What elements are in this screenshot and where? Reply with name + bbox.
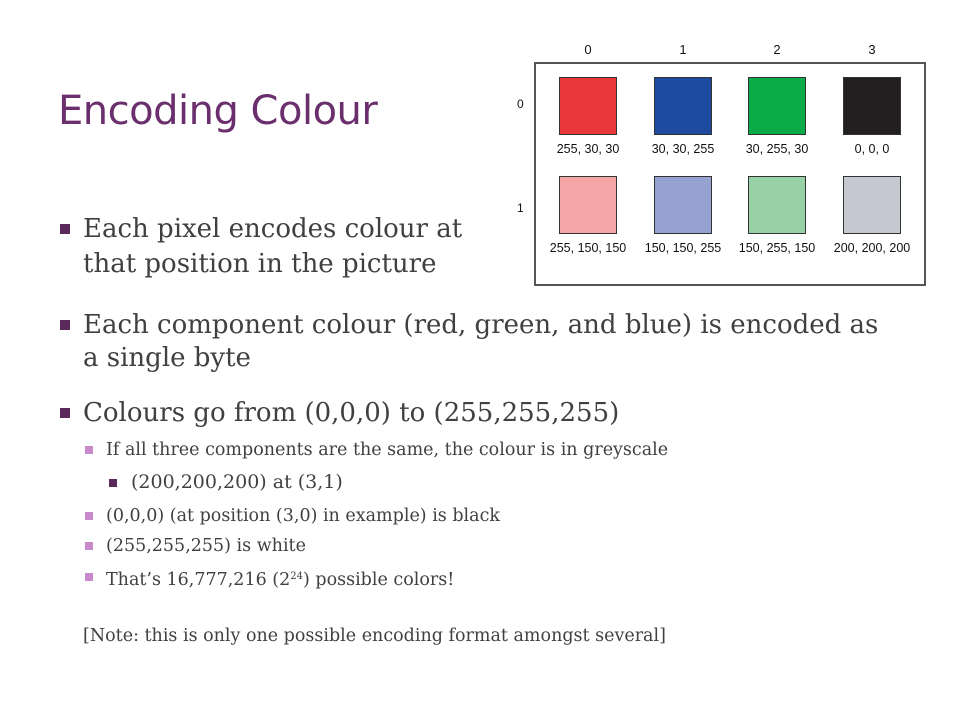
bullet-marker	[60, 320, 70, 330]
swatch-label-3-0: 0, 0, 0	[854, 142, 890, 156]
swatch-label-1-0: 30, 30, 255	[651, 142, 715, 156]
column-label-2: 2	[773, 42, 781, 57]
sub-bullet-text: (255,255,255) is white	[106, 536, 306, 556]
sub-bullet-text: (0,0,0) (at position (3,0) in example) is black	[106, 506, 500, 526]
swatch-0-1	[559, 176, 617, 234]
superscript-exponent: 24	[290, 571, 303, 582]
bullet-text-line1: Each pixel encodes colour at	[83, 214, 463, 244]
swatch-label-0-0: 255, 30, 30	[556, 142, 620, 156]
bullet-text-line1: Each component colour (red, green, and blue) is encoded as	[83, 310, 879, 340]
column-label-3: 3	[868, 42, 876, 57]
sub-sub-bullet-grey-example	[131, 470, 343, 494]
sub-bullet-marker	[85, 512, 93, 520]
sub-bullet-marker	[85, 573, 93, 581]
column-label-1: 1	[679, 42, 687, 57]
swatch-label-1-1: 150, 150, 255	[644, 241, 722, 255]
bullet-marker	[60, 224, 70, 234]
swatch-label-2-1: 150, 255, 150	[738, 241, 816, 255]
bullet-text-line2: that position in the picture	[83, 249, 437, 279]
sub-bullet-white	[106, 534, 306, 558]
swatch-3-1	[843, 176, 901, 234]
sub-bullet-text-after: ) possible colors!	[302, 570, 455, 590]
sub-bullet-possible-colors	[106, 565, 454, 592]
swatch-1-0	[654, 77, 712, 135]
sub-bullet-text: If all three components are the same, the colour is in greyscale	[106, 440, 669, 460]
swatch-label-3-1: 200, 200, 200	[833, 241, 911, 255]
colour-grid-figure	[512, 40, 932, 270]
swatch-label-2-0: 30, 255, 30	[745, 142, 809, 156]
row-label-0: 0	[517, 97, 524, 111]
swatch-3-0	[843, 77, 901, 135]
sub-bullet-greyscale	[106, 438, 668, 462]
sub-sub-bullet-marker	[109, 479, 117, 487]
bullet-text: Colours go from (0,0,0) to (255,255,255)	[83, 398, 620, 428]
sub-bullet-marker	[85, 542, 93, 550]
swatch-1-1	[654, 176, 712, 234]
sub-bullet-text-before: That’s 16,777,216 (2	[106, 570, 291, 590]
row-label-1: 1	[517, 201, 524, 215]
sub-bullet-black	[106, 504, 500, 528]
sub-bullet-marker	[85, 446, 93, 454]
bullet-text-line2: a single byte	[83, 343, 251, 373]
swatch-2-1	[748, 176, 806, 234]
column-label-0: 0	[584, 42, 592, 57]
swatch-label-0-1: 255, 150, 150	[549, 241, 627, 255]
slide-title: Encoding Colour	[58, 88, 378, 134]
encoding-note: [Note: this is only one possible encoding format amongst several]	[83, 626, 666, 646]
sub-sub-bullet-text: (200,200,200) at (3,1)	[131, 471, 343, 493]
swatch-0-0	[559, 77, 617, 135]
bullet-marker	[60, 408, 70, 418]
swatch-2-0	[748, 77, 806, 135]
